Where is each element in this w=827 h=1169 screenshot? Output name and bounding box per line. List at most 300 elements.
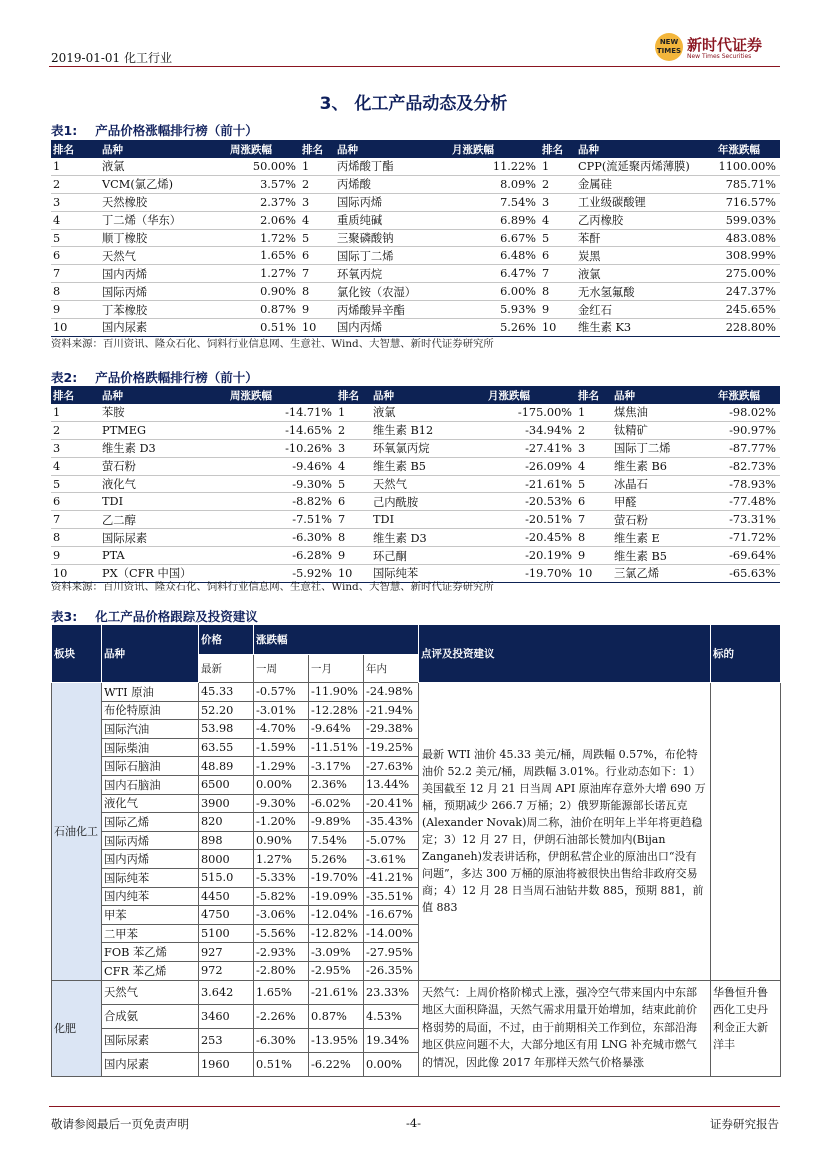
t3-head-comment: 点评及投资建议 — [419, 625, 711, 683]
table-cell: 0.87% — [309, 1004, 364, 1028]
table-cell: 国际纯苯 — [102, 868, 199, 887]
table-cell: 3.57% — [228, 175, 300, 193]
table-cell: 顺丁橡胶 — [100, 229, 228, 247]
table-cell: 萤石粉 — [100, 457, 228, 475]
t3-head-week: 一周 — [254, 655, 309, 683]
table-cell: -41.21% — [364, 868, 419, 887]
table-cell: -4.70% — [254, 720, 309, 739]
table-cell: 1 — [51, 404, 100, 421]
table-cell: 927 — [199, 943, 254, 962]
table-cell: -5.33% — [254, 868, 309, 887]
table1-col-header: 排名 — [51, 140, 100, 158]
table-cell: 布伦特原油 — [102, 701, 199, 720]
table-cell: 甲醛 — [612, 493, 716, 511]
table-cell: 0.87% — [228, 301, 300, 319]
table1-col-header: 品种 — [335, 140, 450, 158]
table-cell: 丙烯酸 — [335, 175, 450, 193]
table-cell: 5.26% — [309, 850, 364, 869]
table-row — [51, 529, 780, 547]
table-cell: -9.30% — [228, 475, 336, 493]
table-cell: 3460 — [199, 1004, 254, 1028]
table-cell: 天然气 — [371, 475, 486, 493]
table-cell: -35.43% — [364, 813, 419, 832]
table-cell: 3 — [300, 193, 335, 211]
table-cell: -21.61% — [486, 475, 576, 493]
table-cell: -27.95% — [364, 943, 419, 962]
table-cell: -19.70% — [309, 868, 364, 887]
table-cell: 维生素 B6 — [612, 457, 716, 475]
table-cell: 48.89 — [199, 757, 254, 776]
table-cell: -71.72% — [716, 529, 780, 547]
table-cell: 三氯乙烯 — [612, 565, 716, 583]
table-cell: -14.65% — [228, 421, 336, 439]
table-cell: 7 — [576, 511, 612, 529]
table-cell: -21.94% — [364, 701, 419, 720]
table-cell: 4 — [576, 457, 612, 475]
table-cell: -2.80% — [254, 961, 309, 980]
table2-source: 资料来源：百川资讯、隆众石化、饲料行业信息网、生意社、Wind、大智慧、新时代证券研究所 — [51, 581, 494, 593]
table-cell: 丙烯酸丁酯 — [335, 158, 450, 175]
table-cell: 6 — [576, 493, 612, 511]
table-cell: 金属硅 — [576, 175, 716, 193]
table-cell: -9.89% — [309, 813, 364, 832]
table-cell: 599.03% — [716, 211, 780, 229]
section-title: 3、 化工产品动态及分析 — [319, 94, 508, 114]
table-cell: 6.00% — [450, 283, 540, 301]
table-cell: 6.47% — [450, 265, 540, 283]
table-cell: 7 — [300, 265, 335, 283]
table-cell: 5 — [540, 229, 576, 247]
table-cell: 45.33 — [199, 683, 254, 702]
table2-title: 产品价格跌幅排行榜（前十） — [95, 370, 258, 385]
table-cell: 三聚磷酸钠 — [335, 229, 450, 247]
table-cell: -2.93% — [254, 943, 309, 962]
table-cell: 7 — [540, 265, 576, 283]
table-cell: 1 — [576, 404, 612, 421]
table1-gainers — [51, 140, 780, 337]
t3-head-target: 标的 — [711, 625, 781, 683]
table-cell: 5100 — [199, 924, 254, 943]
table-cell: 6.89% — [450, 211, 540, 229]
table-cell: 6.67% — [450, 229, 540, 247]
table-cell: 8 — [576, 529, 612, 547]
table-cell: 液化气 — [102, 794, 199, 813]
table-cell: 1.65% — [254, 980, 309, 1004]
table-cell: 国内丙烯 — [100, 265, 228, 283]
table-cell: 253 — [199, 1028, 254, 1052]
table-cell: 6 — [300, 247, 335, 265]
table-cell: 13.44% — [364, 775, 419, 794]
table-cell: 甲苯 — [102, 906, 199, 925]
table-cell: -3.09% — [309, 943, 364, 962]
table-cell: 2 — [336, 421, 371, 439]
logo-text-cn: 新时代证券 — [687, 36, 763, 54]
table-cell: -65.63% — [716, 565, 780, 583]
table1-col-header: 排名 — [540, 140, 576, 158]
table-cell: 785.71% — [716, 175, 780, 193]
table-cell: 10 — [51, 565, 100, 583]
table-cell: 2.06% — [228, 211, 300, 229]
table-cell: 环氧氯丙烷 — [371, 439, 486, 457]
company-logo — [655, 33, 780, 63]
table-cell: 228.80% — [716, 319, 780, 337]
table-cell: 8000 — [199, 850, 254, 869]
table-cell: 国内丙烯 — [335, 319, 450, 337]
table-cell: 国际纯苯 — [371, 565, 486, 583]
table-cell: 2 — [576, 421, 612, 439]
table-cell: 9 — [336, 547, 371, 565]
table-cell: 国际尿素 — [102, 1028, 199, 1052]
table-row — [51, 211, 780, 229]
table-cell: 液氯 — [371, 404, 486, 421]
t3-head-product: 品种 — [102, 625, 199, 683]
table-cell: PTA — [100, 547, 228, 565]
table-cell: -6.30% — [228, 529, 336, 547]
table-cell: 6500 — [199, 775, 254, 794]
table-row — [51, 247, 780, 265]
table-cell: 8 — [336, 529, 371, 547]
table-cell: 液氯 — [100, 158, 228, 175]
table-cell: 53.98 — [199, 720, 254, 739]
table-cell: 5 — [576, 475, 612, 493]
table-cell: 0.90% — [254, 831, 309, 850]
table-cell: 4450 — [199, 887, 254, 906]
table-row — [51, 193, 780, 211]
footer-report-type: 证券研究报告 — [710, 1117, 779, 1131]
table-cell: 重质纯碱 — [335, 211, 450, 229]
table-cell: -27.41% — [486, 439, 576, 457]
table-cell: FOB 苯乙烯 — [102, 943, 199, 962]
table-cell: -13.95% — [309, 1028, 364, 1052]
table-cell: CFR 苯乙烯 — [102, 961, 199, 980]
table-cell: 乙二醇 — [100, 511, 228, 529]
table-cell: -20.41% — [364, 794, 419, 813]
table-cell: 5 — [336, 475, 371, 493]
table-cell: PTMEG — [100, 421, 228, 439]
table2-col-header: 年涨跌幅 — [716, 386, 780, 404]
table-cell: 国际丙烯 — [102, 831, 199, 850]
t3-target-cell: 华鲁恒升鲁西化工史丹利金正大新洋丰 — [711, 980, 781, 1076]
table-cell: -5.92% — [228, 565, 336, 583]
table-cell: 国际丙烯 — [100, 283, 228, 301]
table-cell: 维生素 B5 — [371, 457, 486, 475]
table-cell: 国际尿素 — [100, 529, 228, 547]
table-cell: 9 — [51, 301, 100, 319]
table-cell: 冰晶石 — [612, 475, 716, 493]
table-cell: TDI — [100, 493, 228, 511]
table-cell: 3 — [336, 439, 371, 457]
t3-comment-cell: 最新 WTI 油价 45.33 美元/桶，周跌幅 0.57%，布伦特油价 52.2 美元/桶，周跌幅 3.01%。行业动态如下：1）美国截至 12 月 21 日当周 API 原油库存意外大增 690 万桶，预期减少 266.7 万桶；2）俄罗斯能源部长诺瓦克(Alexander Novak)周二称，油价在明年上半年将更趋稳定；3）12 月 27 日，伊朗石油部长赞加内(Bijan Zanganeh)发表讲话称，伊朗私营企业的原油出口“没有问题”，多达 300 万桶的原油将被很快出售给非政府交易商；4）12 月 28 日当周石油钻井数 885，预期 881，前值 883 — [419, 683, 711, 981]
table-cell: 8.09% — [450, 175, 540, 193]
table-cell: -20.45% — [486, 529, 576, 547]
table-cell: 6.48% — [450, 247, 540, 265]
table-cell: -6.22% — [309, 1052, 364, 1076]
table-cell: 天然气 — [100, 247, 228, 265]
table-cell: 9 — [300, 301, 335, 319]
table2-col-header: 排名 — [336, 386, 371, 404]
logo-mark-icon: NEW TIMES — [655, 33, 683, 61]
table-cell: -5.82% — [254, 887, 309, 906]
t3-sector-cell: 化肥 — [52, 980, 102, 1076]
table1-source: 资料来源：百川资讯、隆众石化、饲料行业信息网、生意社、Wind、大智慧、新时代证券研究所 — [51, 338, 494, 350]
table-row — [51, 439, 780, 457]
table-cell: -14.71% — [228, 404, 336, 421]
table-cell: -5.56% — [254, 924, 309, 943]
t3-head-year: 年内 — [364, 655, 419, 683]
table2-col-header: 周涨跌幅 — [228, 386, 336, 404]
table-row — [51, 229, 780, 247]
table-cell: 1.65% — [228, 247, 300, 265]
table2-label: 表2: — [51, 370, 78, 385]
table-cell: TDI — [371, 511, 486, 529]
table-row — [51, 493, 780, 511]
table-cell: 972 — [199, 961, 254, 980]
table-cell: 7 — [336, 511, 371, 529]
table-cell: 丙烯酸异辛酯 — [335, 301, 450, 319]
table-row — [51, 404, 780, 421]
table2-caption — [51, 368, 258, 386]
table-cell: WTI 原油 — [102, 683, 199, 702]
table-cell: 6 — [336, 493, 371, 511]
table-cell: 国内石脑油 — [102, 775, 199, 794]
table-cell: 19.34% — [364, 1028, 419, 1052]
table-cell: 9 — [576, 547, 612, 565]
table-cell: -29.38% — [364, 720, 419, 739]
table-cell: 维生素 K3 — [576, 319, 716, 337]
table2-col-header: 品种 — [612, 386, 716, 404]
table-cell: 5 — [51, 475, 100, 493]
table-cell: 维生素 D3 — [100, 439, 228, 457]
table-cell: 丁苯橡胶 — [100, 301, 228, 319]
t3-target-cell — [711, 683, 781, 981]
table-row — [51, 301, 780, 319]
table-cell: -90.97% — [716, 421, 780, 439]
table1-caption — [51, 121, 258, 139]
table-cell: -26.35% — [364, 961, 419, 980]
table-cell: -12.82% — [309, 924, 364, 943]
table-cell: 483.08% — [716, 229, 780, 247]
table-cell: 898 — [199, 831, 254, 850]
table-cell: -21.61% — [309, 980, 364, 1004]
t3-head-month: 一月 — [309, 655, 364, 683]
table-cell: 10 — [336, 565, 371, 583]
table-cell: -1.59% — [254, 738, 309, 757]
table-cell: 4 — [336, 457, 371, 475]
table-cell: 国际丁二烯 — [612, 439, 716, 457]
table-cell: 1.27% — [228, 265, 300, 283]
table-cell: -3.01% — [254, 701, 309, 720]
table2-col-header: 品种 — [371, 386, 486, 404]
table-cell: -27.63% — [364, 757, 419, 776]
table-cell: 氯化铵（农湿） — [335, 283, 450, 301]
table1-col-header: 排名 — [300, 140, 335, 158]
table-cell: 7 — [51, 511, 100, 529]
table-cell: 8 — [51, 529, 100, 547]
table-cell: 247.37% — [716, 283, 780, 301]
table-row — [51, 265, 780, 283]
table-cell: -2.95% — [309, 961, 364, 980]
table-cell: 10 — [300, 319, 335, 337]
table-cell: 1 — [51, 158, 100, 175]
table-cell: 天然气 — [102, 980, 199, 1004]
table1-col-header: 年涨跌幅 — [716, 140, 780, 158]
table-cell: 苯酐 — [576, 229, 716, 247]
table-cell: 1.27% — [254, 850, 309, 869]
table-cell: 0.00% — [364, 1052, 419, 1076]
table-cell: 1.72% — [228, 229, 300, 247]
table-row — [51, 421, 780, 439]
table-cell: 维生素 D3 — [371, 529, 486, 547]
table-cell: 2 — [51, 175, 100, 193]
table-cell: -6.30% — [254, 1028, 309, 1052]
table-cell: 国际汽油 — [102, 720, 199, 739]
table-cell: 6 — [51, 493, 100, 511]
table-cell: -69.64% — [716, 547, 780, 565]
table-cell: 3 — [540, 193, 576, 211]
table-cell: 3 — [51, 439, 100, 457]
table-cell: 3 — [51, 193, 100, 211]
table-cell: 国内尿素 — [100, 319, 228, 337]
table-cell: 1 — [540, 158, 576, 175]
t3-head-change: 涨跌幅 — [254, 625, 419, 655]
table1-col-header: 品种 — [576, 140, 716, 158]
table-cell: -0.57% — [254, 683, 309, 702]
table-cell: 维生素 E — [612, 529, 716, 547]
table1-title: 产品价格涨幅排行榜（前十） — [95, 123, 258, 138]
table-cell: 52.20 — [199, 701, 254, 720]
table-cell: -16.67% — [364, 906, 419, 925]
table-cell: 5 — [51, 229, 100, 247]
t3-head-sector: 板块 — [52, 625, 102, 683]
table-cell: -11.90% — [309, 683, 364, 702]
table-cell: -20.53% — [486, 493, 576, 511]
table-cell: 环己酮 — [371, 547, 486, 565]
t3-head-latest: 最新 — [199, 655, 254, 683]
table-row — [51, 475, 780, 493]
table-cell: 1 — [336, 404, 371, 421]
table-cell: -9.64% — [309, 720, 364, 739]
table-cell: 4 — [51, 457, 100, 475]
table-cell: 4750 — [199, 906, 254, 925]
table-cell: 国内丙烯 — [102, 850, 199, 869]
table-cell: 4 — [51, 211, 100, 229]
table-cell: 515.0 — [199, 868, 254, 887]
table-cell: -3.06% — [254, 906, 309, 925]
table-cell: 8 — [51, 283, 100, 301]
table-row — [51, 319, 780, 337]
table3-caption — [51, 607, 258, 625]
table-cell: 4.53% — [364, 1004, 419, 1028]
table-cell: -77.48% — [716, 493, 780, 511]
table-cell: 丁二烯（华东） — [100, 211, 228, 229]
table-row — [51, 158, 780, 175]
table-cell: -2.26% — [254, 1004, 309, 1028]
table-cell: 5 — [300, 229, 335, 247]
table-cell: -78.93% — [716, 475, 780, 493]
table-cell: 9 — [540, 301, 576, 319]
table1-col-header: 月涨跌幅 — [450, 140, 540, 158]
table-cell: -19.09% — [309, 887, 364, 906]
table-cell: 液化气 — [100, 475, 228, 493]
table1-header-row — [51, 140, 780, 158]
table-cell: 0.90% — [228, 283, 300, 301]
table-cell: 合成氨 — [102, 1004, 199, 1028]
table-cell: CPP(流延聚丙烯薄膜) — [576, 158, 716, 175]
table-cell: 1960 — [199, 1052, 254, 1076]
table-cell: -3.61% — [364, 850, 419, 869]
table-cell: -87.77% — [716, 439, 780, 457]
table-cell: 7.54% — [309, 831, 364, 850]
table-cell: -5.07% — [364, 831, 419, 850]
table-cell: 820 — [199, 813, 254, 832]
table-cell: 钛精矿 — [612, 421, 716, 439]
table-cell: 4 — [540, 211, 576, 229]
table-cell: 7 — [51, 265, 100, 283]
table-cell: -7.51% — [228, 511, 336, 529]
table-cell: -20.51% — [486, 511, 576, 529]
table-cell: -82.73% — [716, 457, 780, 475]
table-cell: -1.29% — [254, 757, 309, 776]
table-cell: 3.642 — [199, 980, 254, 1004]
table-cell: 63.55 — [199, 738, 254, 757]
table-cell: 10 — [576, 565, 612, 583]
table-row — [51, 283, 780, 301]
table-cell: PX（CFR 中国） — [100, 565, 228, 583]
table-cell: 1100.00% — [716, 158, 780, 175]
table1-col-header: 品种 — [100, 140, 228, 158]
table-cell: -35.51% — [364, 887, 419, 906]
table2-losers — [51, 386, 780, 583]
table-cell: 275.00% — [716, 265, 780, 283]
table-cell: 3 — [576, 439, 612, 457]
table-cell: 716.57% — [716, 193, 780, 211]
table-cell: 国际丁二烯 — [335, 247, 450, 265]
table-cell: 8 — [540, 283, 576, 301]
table3-tracking — [51, 624, 781, 1077]
table-cell: 2.36% — [309, 775, 364, 794]
table-cell: 金红石 — [576, 301, 716, 319]
table-cell: -175.00% — [486, 404, 576, 421]
table-cell: 炭黑 — [576, 247, 716, 265]
header-divider — [49, 66, 780, 67]
table-cell: 国际乙烯 — [102, 813, 199, 832]
table-cell: 10 — [540, 319, 576, 337]
table-cell: 煤焦油 — [612, 404, 716, 421]
table-cell: 7.54% — [450, 193, 540, 211]
t3-sector-cell: 石油化工 — [52, 683, 102, 981]
table-cell: -20.19% — [486, 547, 576, 565]
table-cell: 国际石脑油 — [102, 757, 199, 776]
table-cell: 2.37% — [228, 193, 300, 211]
footer-divider — [49, 1106, 780, 1107]
table-cell: 10 — [51, 319, 100, 337]
table3-title: 化工产品价格跟踪及投资建议 — [95, 609, 258, 624]
table-cell: -19.70% — [486, 565, 576, 583]
table-cell: 工业级碳酸锂 — [576, 193, 716, 211]
table-cell: 245.65% — [716, 301, 780, 319]
table2-col-header: 品种 — [100, 386, 228, 404]
table-cell: 国内纯苯 — [102, 887, 199, 906]
table-cell: 0.51% — [254, 1052, 309, 1076]
table-cell: 环氧丙烷 — [335, 265, 450, 283]
table-cell: -12.04% — [309, 906, 364, 925]
table3-label: 表3: — [51, 609, 78, 624]
table-cell: -14.00% — [364, 924, 419, 943]
table-cell: -12.28% — [309, 701, 364, 720]
table-row — [51, 175, 780, 193]
table-cell: -11.51% — [309, 738, 364, 757]
table-cell: 国际柴油 — [102, 738, 199, 757]
